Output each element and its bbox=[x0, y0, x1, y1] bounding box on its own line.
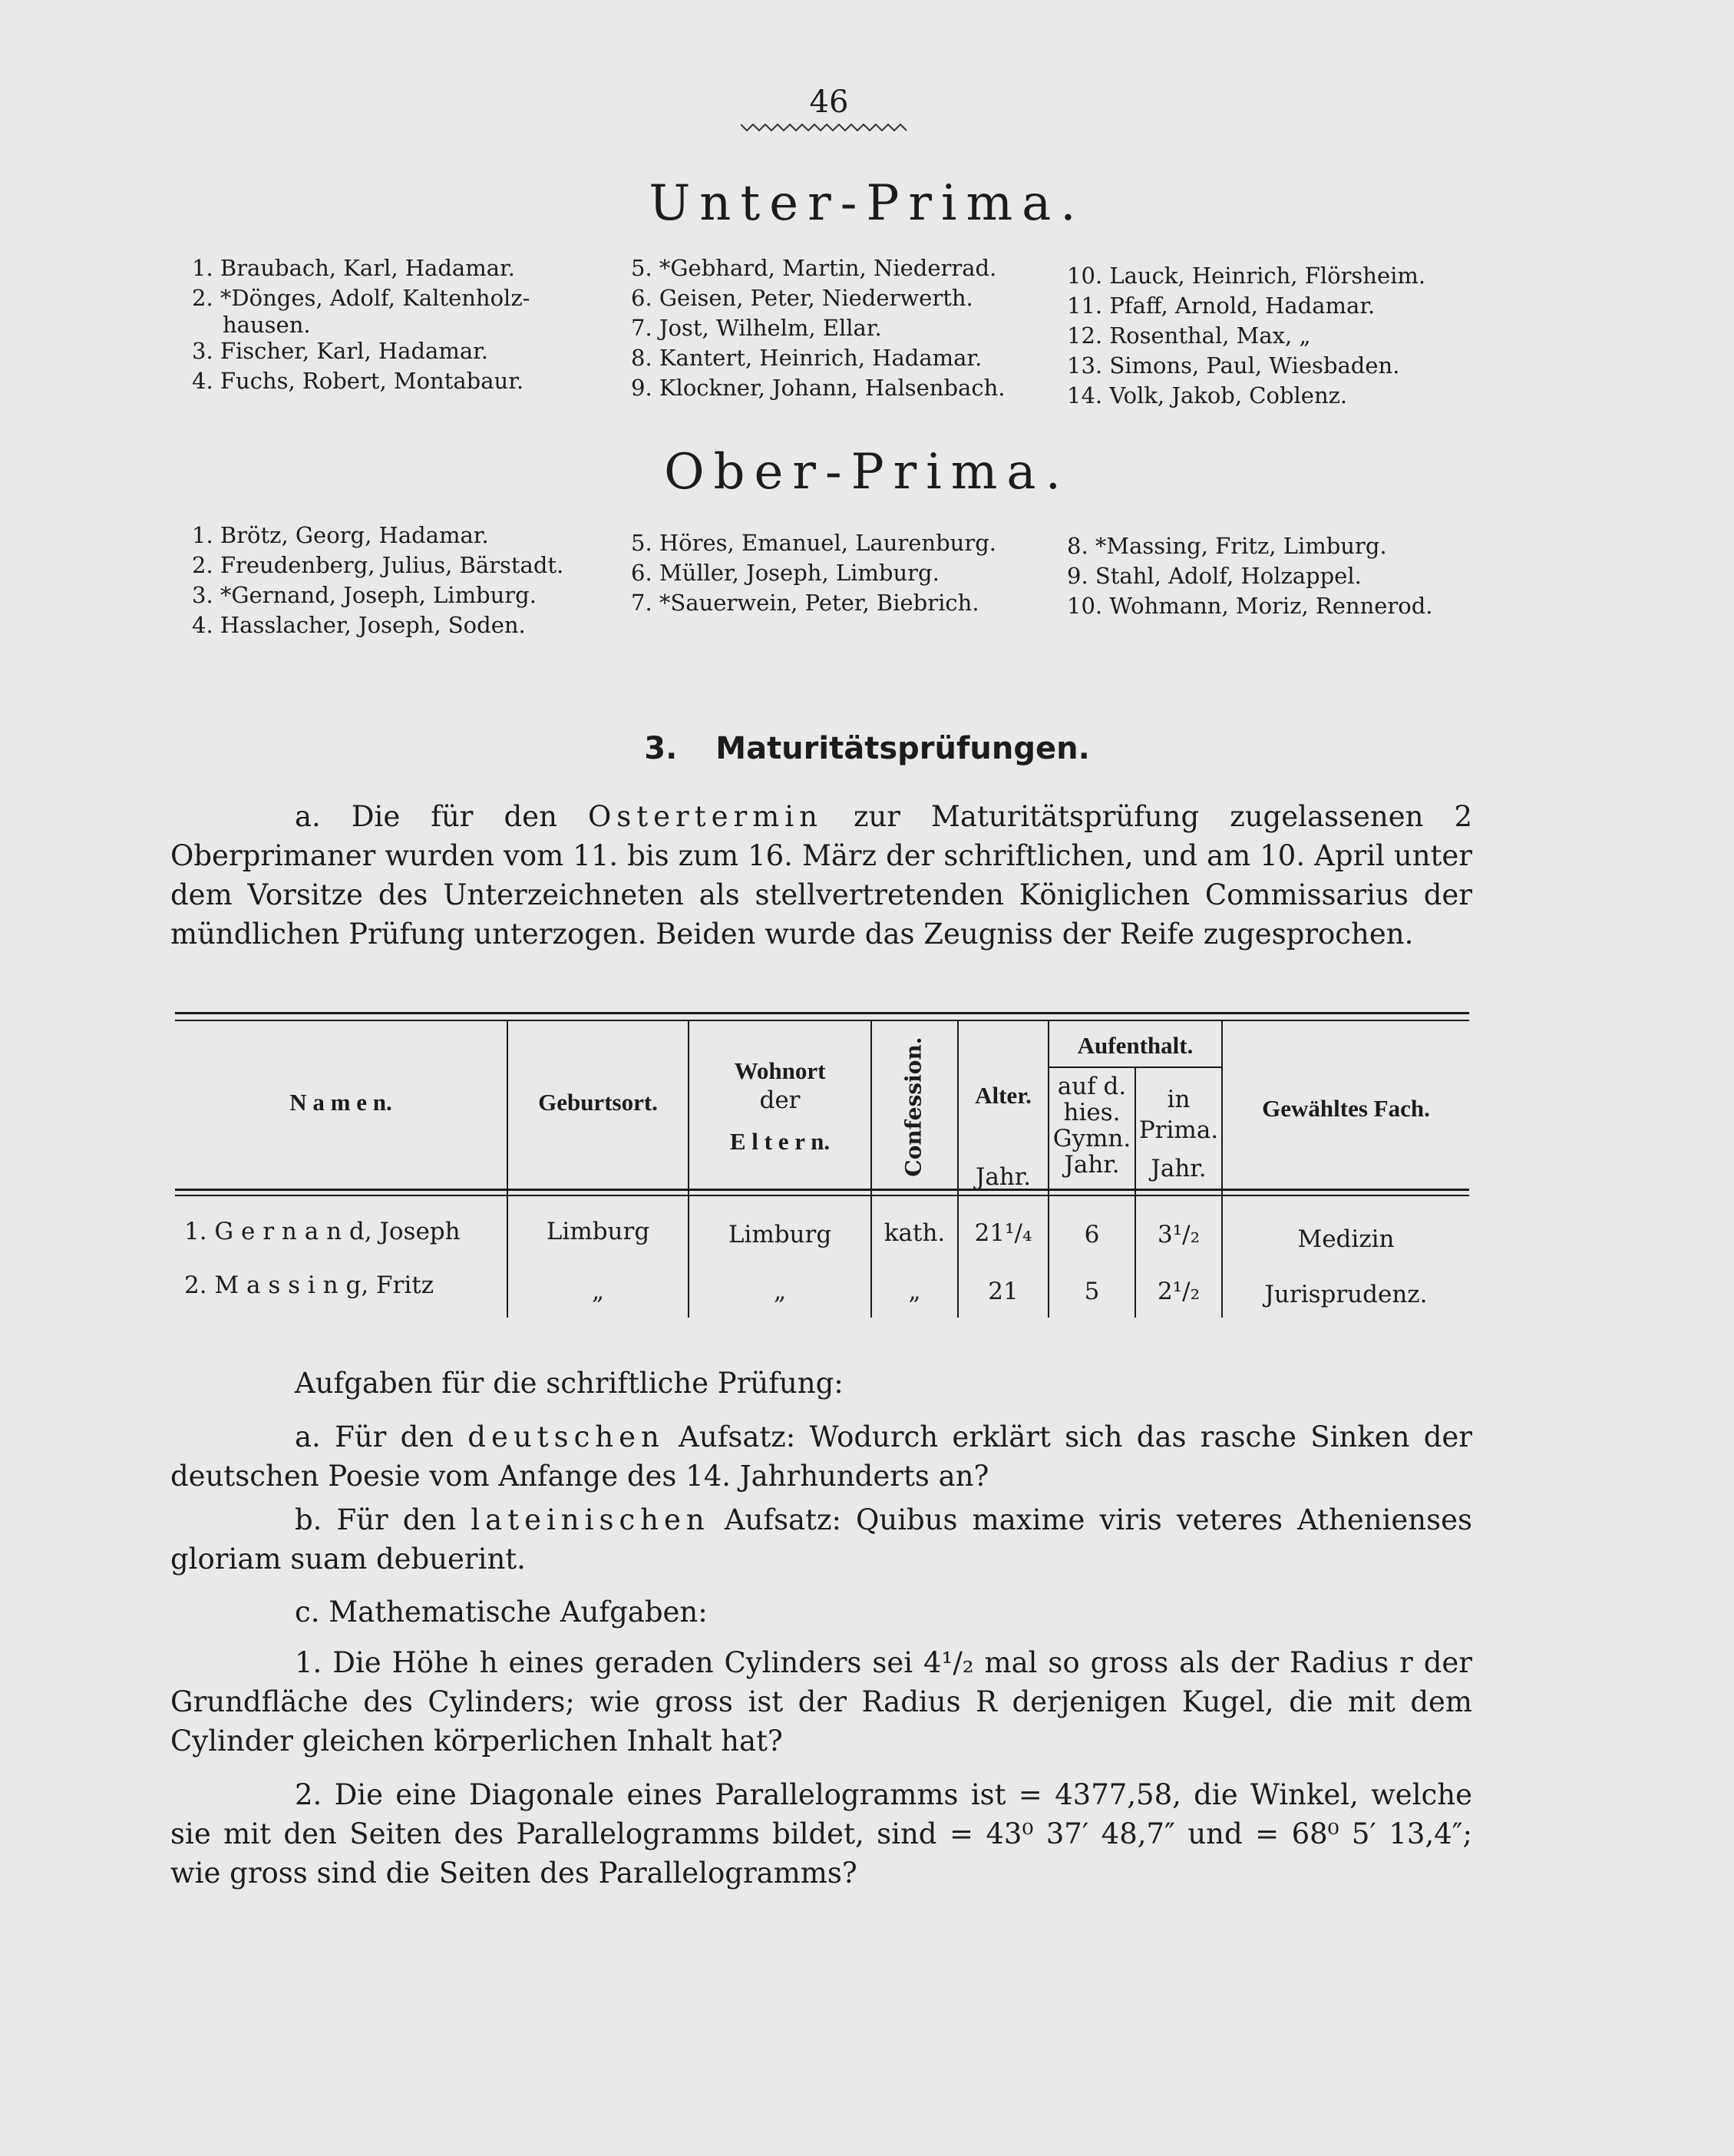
header-namen: N a m e n. bbox=[289, 1089, 392, 1116]
list-item: 1. Brötz, Georg, Hadamar. bbox=[192, 522, 489, 548]
intro-spaced-word: Ostertermin bbox=[587, 800, 823, 833]
header-aufenthalt: Aufenthalt. bbox=[1077, 1032, 1194, 1059]
header-prima-line: Prima. bbox=[1138, 1116, 1219, 1144]
list-item: 7. *Sauerwein, Peter, Biebrich. bbox=[631, 590, 979, 616]
cell-name: 2. M a s s i n g, Fritz bbox=[184, 1271, 434, 1299]
task-b-text: Aufsatz: Quibus maxime viris veteres Athenienses gloriam suam debuerint. bbox=[170, 1503, 1472, 1576]
list-item: 10. Lauck, Heinrich, Flörsheim. bbox=[1067, 263, 1426, 289]
list-item: 8. Kantert, Heinrich, Hadamar. bbox=[631, 345, 983, 371]
header-prima-line: in bbox=[1167, 1086, 1191, 1113]
task-b-spaced: lateinischen bbox=[471, 1503, 710, 1536]
tasks-intro: Aufgaben für die schriftliche Prüfung: bbox=[295, 1367, 844, 1400]
cell-gymn: 5 bbox=[1084, 1278, 1100, 1305]
unter-prima-col-1 bbox=[192, 253, 530, 396]
header-gymn-line: auf d. bbox=[1057, 1073, 1127, 1100]
unter-prima-col-3 bbox=[1067, 261, 1425, 411]
ober-prima-heading: Ober-Prima. bbox=[664, 444, 1070, 501]
list-item: 1. Braubach, Karl, Hadamar. bbox=[192, 255, 515, 281]
cell-confession: kath. bbox=[884, 1219, 946, 1247]
list-item: 10. Wohmann, Moriz, Rennerod. bbox=[1067, 593, 1433, 619]
list-item: 9. Klockner, Johann, Halsenbach. bbox=[631, 375, 1006, 401]
cell-prima: 2¹/₂ bbox=[1157, 1278, 1201, 1305]
unter-prima-col-2 bbox=[631, 253, 1005, 403]
list-item: 13. Simons, Paul, Wiesbaden. bbox=[1067, 352, 1400, 379]
list-item: 5. *Gebhard, Martin, Niederrad. bbox=[631, 255, 997, 281]
task-b-label: b. Für den bbox=[295, 1503, 457, 1536]
cell-confession: „ bbox=[908, 1278, 921, 1305]
header-prima-line: Jahr. bbox=[1151, 1155, 1207, 1182]
list-item: 2. Freudenberg, Julius, Bärstadt. bbox=[192, 552, 564, 578]
cell-geburtsort: „ bbox=[591, 1278, 605, 1305]
math-task-1: 1. Die Höhe h eines geraden Cylinders sei 4¹/₂ mal so gross als der Radius r der Grundfläche des Cylinders; wie gross ist der Radius R derjenigen Kugel, die mit dem Cylinder gleichen körperlichen Inhalt hat? bbox=[170, 1646, 1472, 1758]
list-item: 12. Rosenthal, Max, „ bbox=[1067, 322, 1311, 349]
section-number: 3. bbox=[644, 731, 678, 766]
list-item: 2. *Dönges, Adolf, Kaltenholz- bbox=[192, 285, 530, 311]
task-c: c. Mathematische Aufgaben: bbox=[295, 1596, 708, 1629]
section-title bbox=[0, 731, 1734, 766]
list-item: 14. Volk, Jakob, Coblenz. bbox=[1067, 382, 1348, 408]
cell-name: 1. G e r n a n d, Joseph bbox=[184, 1218, 461, 1245]
header-alter-unit: Jahr. bbox=[975, 1163, 1032, 1191]
task-a bbox=[170, 1417, 1472, 1496]
intro-paragraph bbox=[170, 797, 1472, 954]
header-geburtsort: Geburtsort. bbox=[538, 1089, 658, 1116]
cell-wohnort: Limburg bbox=[728, 1221, 832, 1248]
task-a-text: Aufsatz: Wodurch erklärt sich das rasche Sinken der deutschen Poesie vom Anfange des 14. Jahrhunderts an? bbox=[170, 1420, 1472, 1493]
task-a-spaced: deutschen bbox=[467, 1420, 665, 1453]
section-title-text: Maturitätsprüfungen. bbox=[715, 731, 1090, 766]
unter-prima-heading: Unter-Prima. bbox=[649, 175, 1085, 232]
cell-alter: 21 bbox=[988, 1278, 1019, 1305]
ober-prima-col-2 bbox=[631, 528, 996, 618]
list-item: hausen. bbox=[223, 312, 311, 338]
cell-geburtsort: Limburg bbox=[546, 1218, 650, 1245]
list-item: 9. Stahl, Adolf, Holzappel. bbox=[1067, 563, 1362, 589]
intro-label: a. Die für den bbox=[295, 800, 557, 833]
list-item: 4. Hasslacher, Joseph, Soden. bbox=[192, 612, 526, 638]
cell-fach: Medizin bbox=[1297, 1225, 1395, 1253]
header-eltern: E l t e r n. bbox=[729, 1128, 831, 1155]
list-item: 3. *Gernand, Joseph, Limburg. bbox=[192, 582, 537, 608]
list-item: 6. Geisen, Peter, Niederwerth. bbox=[631, 285, 973, 311]
header-gymn-line: hies. bbox=[1063, 1099, 1121, 1126]
header-fach: Gewähltes Fach. bbox=[1262, 1095, 1430, 1122]
cell-wohnort: „ bbox=[773, 1278, 787, 1305]
list-item: 4. Fuchs, Robert, Montabaur. bbox=[192, 368, 524, 394]
header-alter: Alter. bbox=[975, 1082, 1032, 1109]
header-gymn-line: Jahr. bbox=[1064, 1151, 1120, 1179]
page-number-ornament bbox=[741, 121, 910, 132]
cell-fach: Jurisprudenz. bbox=[1264, 1281, 1428, 1308]
header-gymn-line: Gymn. bbox=[1052, 1125, 1131, 1152]
header-wohnort: Wohnort bbox=[734, 1057, 826, 1084]
header-wohnort-der: der bbox=[759, 1086, 801, 1114]
list-item: 5. Höres, Emanuel, Laurenburg. bbox=[631, 530, 996, 556]
cell-alter: 21¹/₄ bbox=[974, 1219, 1032, 1247]
page-number: 46 bbox=[809, 84, 849, 120]
list-item: 7. Jost, Wilhelm, Ellar. bbox=[631, 315, 882, 341]
intro-text: zur Maturitätsprüfung zugelassenen 2 Oberprimaner wurden vom 11. bis zum 16. März der schriftlichen, und am 10. April unter dem Vorsitze des Unterzeichneten als stellvertretenden Königlichen Commissarius der mündlichen Prüfung unterzogen. Beiden wurde das Zeugniss der Reife zugesprochen. bbox=[170, 800, 1473, 951]
task-b bbox=[170, 1500, 1472, 1579]
cell-prima: 3¹/₂ bbox=[1157, 1221, 1201, 1248]
list-item: 11. Pfaff, Arnold, Hadamar. bbox=[1067, 293, 1376, 319]
ober-prima-col-1 bbox=[192, 521, 563, 640]
cell-gymn: 6 bbox=[1084, 1221, 1100, 1248]
list-item: 8. *Massing, Fritz, Limburg. bbox=[1067, 533, 1387, 559]
task-a-label: a. Für den bbox=[295, 1420, 454, 1453]
ober-prima-col-3 bbox=[1067, 531, 1433, 621]
header-confession: Confession. bbox=[900, 1037, 926, 1177]
list-item: 6. Müller, Joseph, Limburg. bbox=[631, 560, 940, 586]
header-gymn bbox=[1049, 1073, 1135, 1178]
math-task-2: 2. Die eine Diagonale eines Parallelogramms ist = 4377,58, die Winkel, welche sie mit den Seiten des Parallelogramms bildet, sind = 43⁰ 37′ 48,7″ und = 68⁰ 5′ 13,4″; wie gross sind die Seiten des Parallelogramms? bbox=[170, 1778, 1472, 1890]
list-item: 3. Fischer, Karl, Hadamar. bbox=[192, 338, 489, 364]
header-prima bbox=[1136, 1084, 1221, 1184]
